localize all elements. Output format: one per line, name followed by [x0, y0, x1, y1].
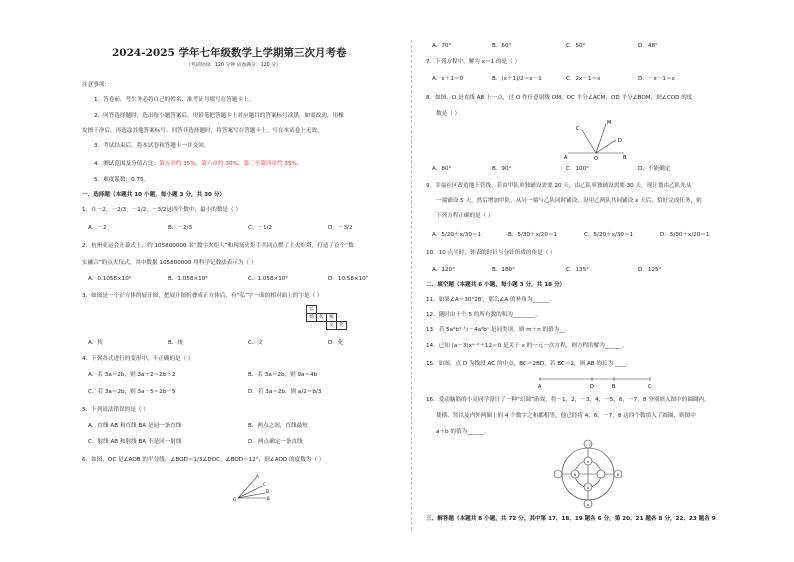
q5-option-c: C．射线 AB 和射线 BA 不是同一射线: [88, 439, 182, 445]
q6-label-o: O: [233, 497, 237, 502]
q15-label-d: D: [590, 384, 594, 390]
note-4: [94, 161, 302, 167]
q6-label-a: A: [256, 474, 259, 479]
q3-option-b: B．统: [168, 340, 184, 346]
q3: 3．如图是一个正方体的展开图，把展开图折叠成正方体后，有“弘”字一面的相对面上的字是（ ）: [82, 293, 323, 299]
q8-option-d: D．不能确定: [638, 166, 671, 172]
note-3: 3．考试结束后，将本试卷和答题卡一并交回。: [94, 143, 210, 149]
net-cell-3: 传: [316, 313, 327, 322]
q7-option-d: D．－x－1＝x: [638, 76, 675, 82]
q1-option-c: C．－1/2: [248, 225, 273, 231]
q8-option-c: C．100°: [566, 166, 589, 172]
q13: 13．若 5a²b³ 与－4a³bⁿ 是同类项，则 m＋n 的值为__。: [426, 327, 571, 333]
q1-option-b: B．－2/3: [168, 225, 193, 231]
q15-label-c: C: [648, 384, 652, 390]
circle-label-8: 8: [616, 473, 620, 477]
q8-label-o: O: [594, 156, 598, 162]
q10-option-a: A．120°: [432, 267, 455, 273]
q4: 4．下列各式进行的变形中，不正确的是（ ）: [82, 356, 194, 362]
q12: 12．随时由十个 5 的所有数的积为________。: [426, 312, 541, 318]
q7-option-b: B．(x＋1)/2＝x－1: [492, 76, 542, 82]
q2-option-a: A．0.1058×10⁹: [88, 276, 132, 282]
q6-label-c: C: [263, 482, 266, 487]
q8-label-c: C: [576, 126, 580, 132]
q10: 10．10 点半时，钟表的时针与分针所成的角是（ ）: [426, 250, 556, 256]
q7: 7．下列方程中，解为 x＝1 的是（ ）: [426, 59, 521, 65]
q8-line-1: 8．如图，O 是直线 AB 上一点，过 O 作任意射线 OM，OC 平分∠ACM，OD 平分∠BOM，则∠COD 的度: [426, 95, 693, 101]
q6-ray-oc: [238, 486, 262, 498]
q3-option-a: A．传: [88, 340, 104, 346]
q6-label-b: B: [267, 496, 270, 501]
q16-line-2: 使横、竖以及内外两圈上的 4 个数字之和都相等，他已经将 4，6，－7，8 这四个数填入了圆圈，则图中: [436, 413, 696, 419]
circle-label-b: b: [586, 503, 590, 507]
q16-line-1: 16．爱动脑筋的小亮同学设计了一种“幻圆”游戏，将－1，2，－3，4，－5，6，－7，8 分别填入图中的圆圈内，: [426, 397, 710, 403]
q6-option-a: A．70°: [432, 43, 452, 49]
q9-line-1: 9．幸福社区改造地下管线，若由甲队单独铺设需要 20 天，由乙队单独铺设需要 30 天。现计划由乙队先从: [426, 183, 692, 189]
column-divider: [411, 40, 412, 530]
net-cell-4: 统: [326, 313, 337, 322]
exam-title: 2024-2025 学年七年级数学上学期第三次月考卷: [112, 47, 347, 59]
q6-option-b: B．60°: [492, 43, 512, 49]
q6-option-d: D．48°: [638, 43, 658, 49]
notes-heading: 注意事项：: [82, 82, 110, 88]
angle-figure-q6: [232, 472, 272, 502]
q15: 15．如图，点 D 为线段 AC 的中点，BC＝2BD，若 BC＝2，则 AB 的长为 ____。: [426, 361, 632, 367]
q2-line-2: 实融合”的点火仪式，其中数据 105800000 用科学记数法表示为（ ）: [82, 260, 257, 266]
q8-label-b: B: [623, 155, 627, 161]
q8-ray-om: [596, 124, 606, 153]
section-1-heading: 一、选择题（本题共 10 小题，每小题 3 分，共 30 分）: [82, 192, 226, 198]
section-2-heading: 二、填空题（本题共 6 小题，每小题 3 分，共 18 分）: [426, 282, 566, 288]
q8-ray-od: [596, 140, 616, 153]
q8-label-a: A: [564, 155, 568, 161]
node-left-outer: [554, 470, 562, 478]
q8-option-a: A．80°: [432, 166, 452, 172]
q8-label-d: D: [618, 138, 622, 144]
q8-ray-oc: [582, 130, 596, 153]
q5-option-a: A．直线 AB 和直线 BA 是同一条直线: [88, 423, 182, 429]
q2-option-c: C．1.058×10⁹: [248, 276, 288, 282]
circle-label-4: 4: [586, 486, 590, 490]
q7-option-a: A．x＋1＝0: [432, 76, 464, 82]
q9-line-3: 下列方程正确的是（ ）: [436, 213, 494, 219]
q1: 1．在－2，－2/3，－1/2，－3/2这四个数中，最小的数是（ ）: [82, 207, 241, 213]
circle-label-a: a: [586, 460, 590, 464]
q7-option-c: C．2x－1＝x: [566, 76, 601, 82]
q8-label-m: M: [607, 120, 612, 126]
q16-line-3: a＋b 的值为______。: [436, 429, 490, 435]
note-4-label: 4．测试范围及分值占比：: [94, 161, 160, 167]
q2-line-1: 2．杭州亚运会开幕式上，约 105800000 名“数字火炬人”和现场火炬手共同点燃了主火炬塔，打造了首个“数: [82, 243, 354, 249]
magic-circle-figure: [554, 438, 622, 510]
q5-option-d: D．两点确定一条直线: [248, 439, 303, 445]
q9-option-b: B．5/30＋x/20＝1: [508, 232, 558, 238]
net-cell-1: 弘: [306, 305, 317, 314]
q4-option-a: A．若 3a＝2b，则 3a＋2＝2b＋2: [88, 372, 176, 378]
q1-option-d: D．－3/2: [328, 225, 353, 231]
q3-option-d: D．化: [328, 340, 344, 346]
q4-option-c: C．若 3a＝2b，则 3a－5＝2b－5: [88, 389, 176, 395]
q8-line-2: 数是（ ）: [436, 111, 461, 117]
q11: 11．如果∠A＝30°28′，那么∠A 的补角为______。: [426, 297, 555, 303]
note-2: 2．回答选择题时，选出每小题答案后，用铅笔把答题卡上对应题目的答案标号涂黑。如需改动，用橡: [94, 113, 344, 119]
q15-label-a: A: [538, 384, 542, 390]
q9-option-a: A．5/20＋x/30＝1: [432, 232, 482, 238]
q9-option-c: C．5/20＋x/30＝1: [584, 232, 634, 238]
q9-option-d: D．5/30＋x/20＝1: [660, 232, 710, 238]
range-red: 第五章约 35%，第六章约 30%，第三至第四章约 35%。: [159, 161, 303, 167]
q2-option-b: B．1.058×10⁸: [168, 276, 208, 282]
q14: 14．已知 (a－3)xᵃ⁻²＋12＝0 是关于 x 的一元一次方程，则方程的解为______。: [426, 343, 628, 349]
section-3-heading: 三、解答题（本题共 8 小题，共 72 分。其中第 17、18、19 题各 6 分，第 20、21 题各 8 分，22、23 题各 9: [426, 516, 716, 522]
q15-label-b: B: [612, 384, 616, 390]
segment-figure-q15: [534, 374, 658, 390]
node-right-inner: [597, 470, 605, 478]
exam-subtitle: （考试时间：120 分钟 试卷满分：120 分）: [186, 63, 281, 68]
q3-option-c: C．文: [248, 340, 264, 346]
q6-label-d: D: [266, 489, 270, 494]
q2-option-d: D．10.58×10⁷: [328, 276, 368, 282]
q6-option-c: C．50°: [566, 43, 586, 49]
circle-label-m7: －7: [585, 443, 591, 447]
q5-option-b: B．两点之间，直线最短: [248, 423, 308, 429]
q9-line-2: 一端铺设 5 天，然后增加甲队，从另一端与乙队同时铺设，设甲乙两队共同铺设 x 天后，恰好完成任务，则: [436, 198, 702, 204]
right-column: [426, 0, 766, 562]
note-5: 5．难度系数：0.75。: [94, 177, 150, 183]
q10-option-c: C．135°: [566, 267, 589, 273]
circle-label-6: 6: [573, 473, 577, 477]
note-2b: 皮擦干净后，再选涂其他答案标号。回答非选择题时，将答案写在答题卡上。写在本试卷上无效。: [82, 128, 323, 134]
net-cell-2: 扬: [306, 313, 317, 322]
q6: 6．如图，OC 是∠AOB 的平分线，∠BOD＝1/3∠DOC，∠BOD＝12°，则∠AOD 的度数为（ ）: [82, 457, 325, 463]
q8-option-b: B．90°: [492, 166, 512, 172]
q1-option-a: A．－2: [88, 225, 107, 231]
angle-figure-q8: [562, 118, 634, 162]
left-column: [82, 0, 404, 562]
q10-option-b: B．180°: [492, 267, 515, 273]
q4-option-d: D．若 3a＝2b，则 a/2＝b/3: [248, 389, 322, 395]
net-cell-6: 化: [336, 321, 347, 330]
net-cell-5: 文: [326, 321, 337, 330]
note-1: 1．答卷前，考生务必将自己的姓名、准考证号填写在答题卡上。: [94, 97, 255, 103]
q4-option-b: B．若 3a＝2b，则 9a＝4b: [248, 372, 318, 378]
q5: 5．下列说法错误的是（ ）: [82, 407, 149, 413]
q10-option-d: D．125°: [638, 267, 662, 273]
